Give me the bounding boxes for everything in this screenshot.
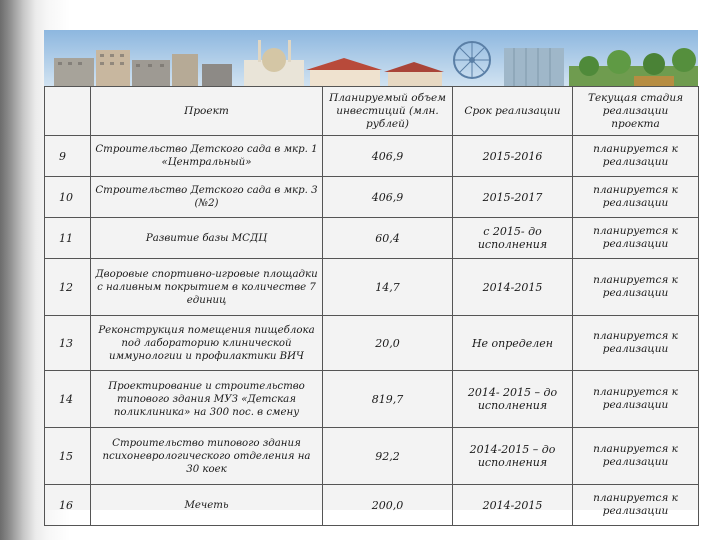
row-stage: планируется к реализации <box>573 485 699 526</box>
investment-projects-table-container <box>44 86 698 517</box>
row-term: Не определен <box>453 316 573 371</box>
row-project: Строительство Детского сада в мкр. 3 (№2) <box>91 177 323 218</box>
city-photo-banner <box>44 30 698 92</box>
row-num: 9 <box>45 136 91 177</box>
row-project: Развитие базы МСДЦ <box>91 218 323 259</box>
table-row <box>45 136 699 177</box>
row-num: 13 <box>45 316 91 371</box>
header-stage: Текущая стадия реализации проекта <box>573 87 699 136</box>
row-project: Проектирование и строительство типового здания МУЗ «Детская поликлиника» на 300 пос. в смену <box>91 371 323 428</box>
row-project: Дворовые спортивно-игровые площадки с наливным покрытием в количестве 7 единиц <box>91 259 323 316</box>
header-num <box>45 87 91 136</box>
row-term: 2014- 2015 – до исполнения <box>453 371 573 428</box>
header-investment: Планируемый объем инвестиций (млн. рублей) <box>323 87 453 136</box>
row-term: 2015-2017 <box>453 177 573 218</box>
city-panorama-image <box>44 30 698 92</box>
header-project: Проект <box>91 87 323 136</box>
row-stage: планируется к реализации <box>573 371 699 428</box>
row-project: Мечеть <box>91 485 323 526</box>
table-row <box>45 371 699 428</box>
table-row <box>45 485 699 526</box>
table-row <box>45 259 699 316</box>
row-investment: 406,9 <box>323 177 453 218</box>
row-project: Строительство типового здания психоневрологического отделения на 30 коек <box>91 428 323 485</box>
table-row <box>45 177 699 218</box>
row-stage: планируется к реализации <box>573 136 699 177</box>
table-row <box>45 316 699 371</box>
row-term: с 2015- до исполнения <box>453 218 573 259</box>
row-term: 2015-2016 <box>453 136 573 177</box>
row-investment: 200,0 <box>323 485 453 526</box>
row-stage: планируется к реализации <box>573 316 699 371</box>
row-stage: планируется к реализации <box>573 259 699 316</box>
investment-projects-table <box>44 86 699 526</box>
table-row <box>45 218 699 259</box>
row-num: 12 <box>45 259 91 316</box>
row-investment: 60,4 <box>323 218 453 259</box>
row-term: 2014-2015 – до исполнения <box>453 428 573 485</box>
header-term: Срок реализации <box>453 87 573 136</box>
row-investment: 819,7 <box>323 371 453 428</box>
row-stage: планируется к реализации <box>573 218 699 259</box>
row-num: 11 <box>45 218 91 259</box>
row-investment: 92,2 <box>323 428 453 485</box>
row-stage: планируется к реализации <box>573 177 699 218</box>
table-row <box>45 428 699 485</box>
row-term: 2014-2015 <box>453 259 573 316</box>
row-investment: 20,0 <box>323 316 453 371</box>
row-stage: планируется к реализации <box>573 428 699 485</box>
row-term: 2014-2015 <box>453 485 573 526</box>
row-investment: 14,7 <box>323 259 453 316</box>
row-project: Реконструкция помещения пищеблока под лабораторию клинической иммунологии и профилактики ВИЧ <box>91 316 323 371</box>
row-num: 15 <box>45 428 91 485</box>
row-num: 16 <box>45 485 91 526</box>
row-num: 14 <box>45 371 91 428</box>
row-investment: 406,9 <box>323 136 453 177</box>
table-header-row <box>45 87 699 136</box>
row-num: 10 <box>45 177 91 218</box>
row-project: Строительство Детского сада в мкр. 1 «Центральный» <box>91 136 323 177</box>
